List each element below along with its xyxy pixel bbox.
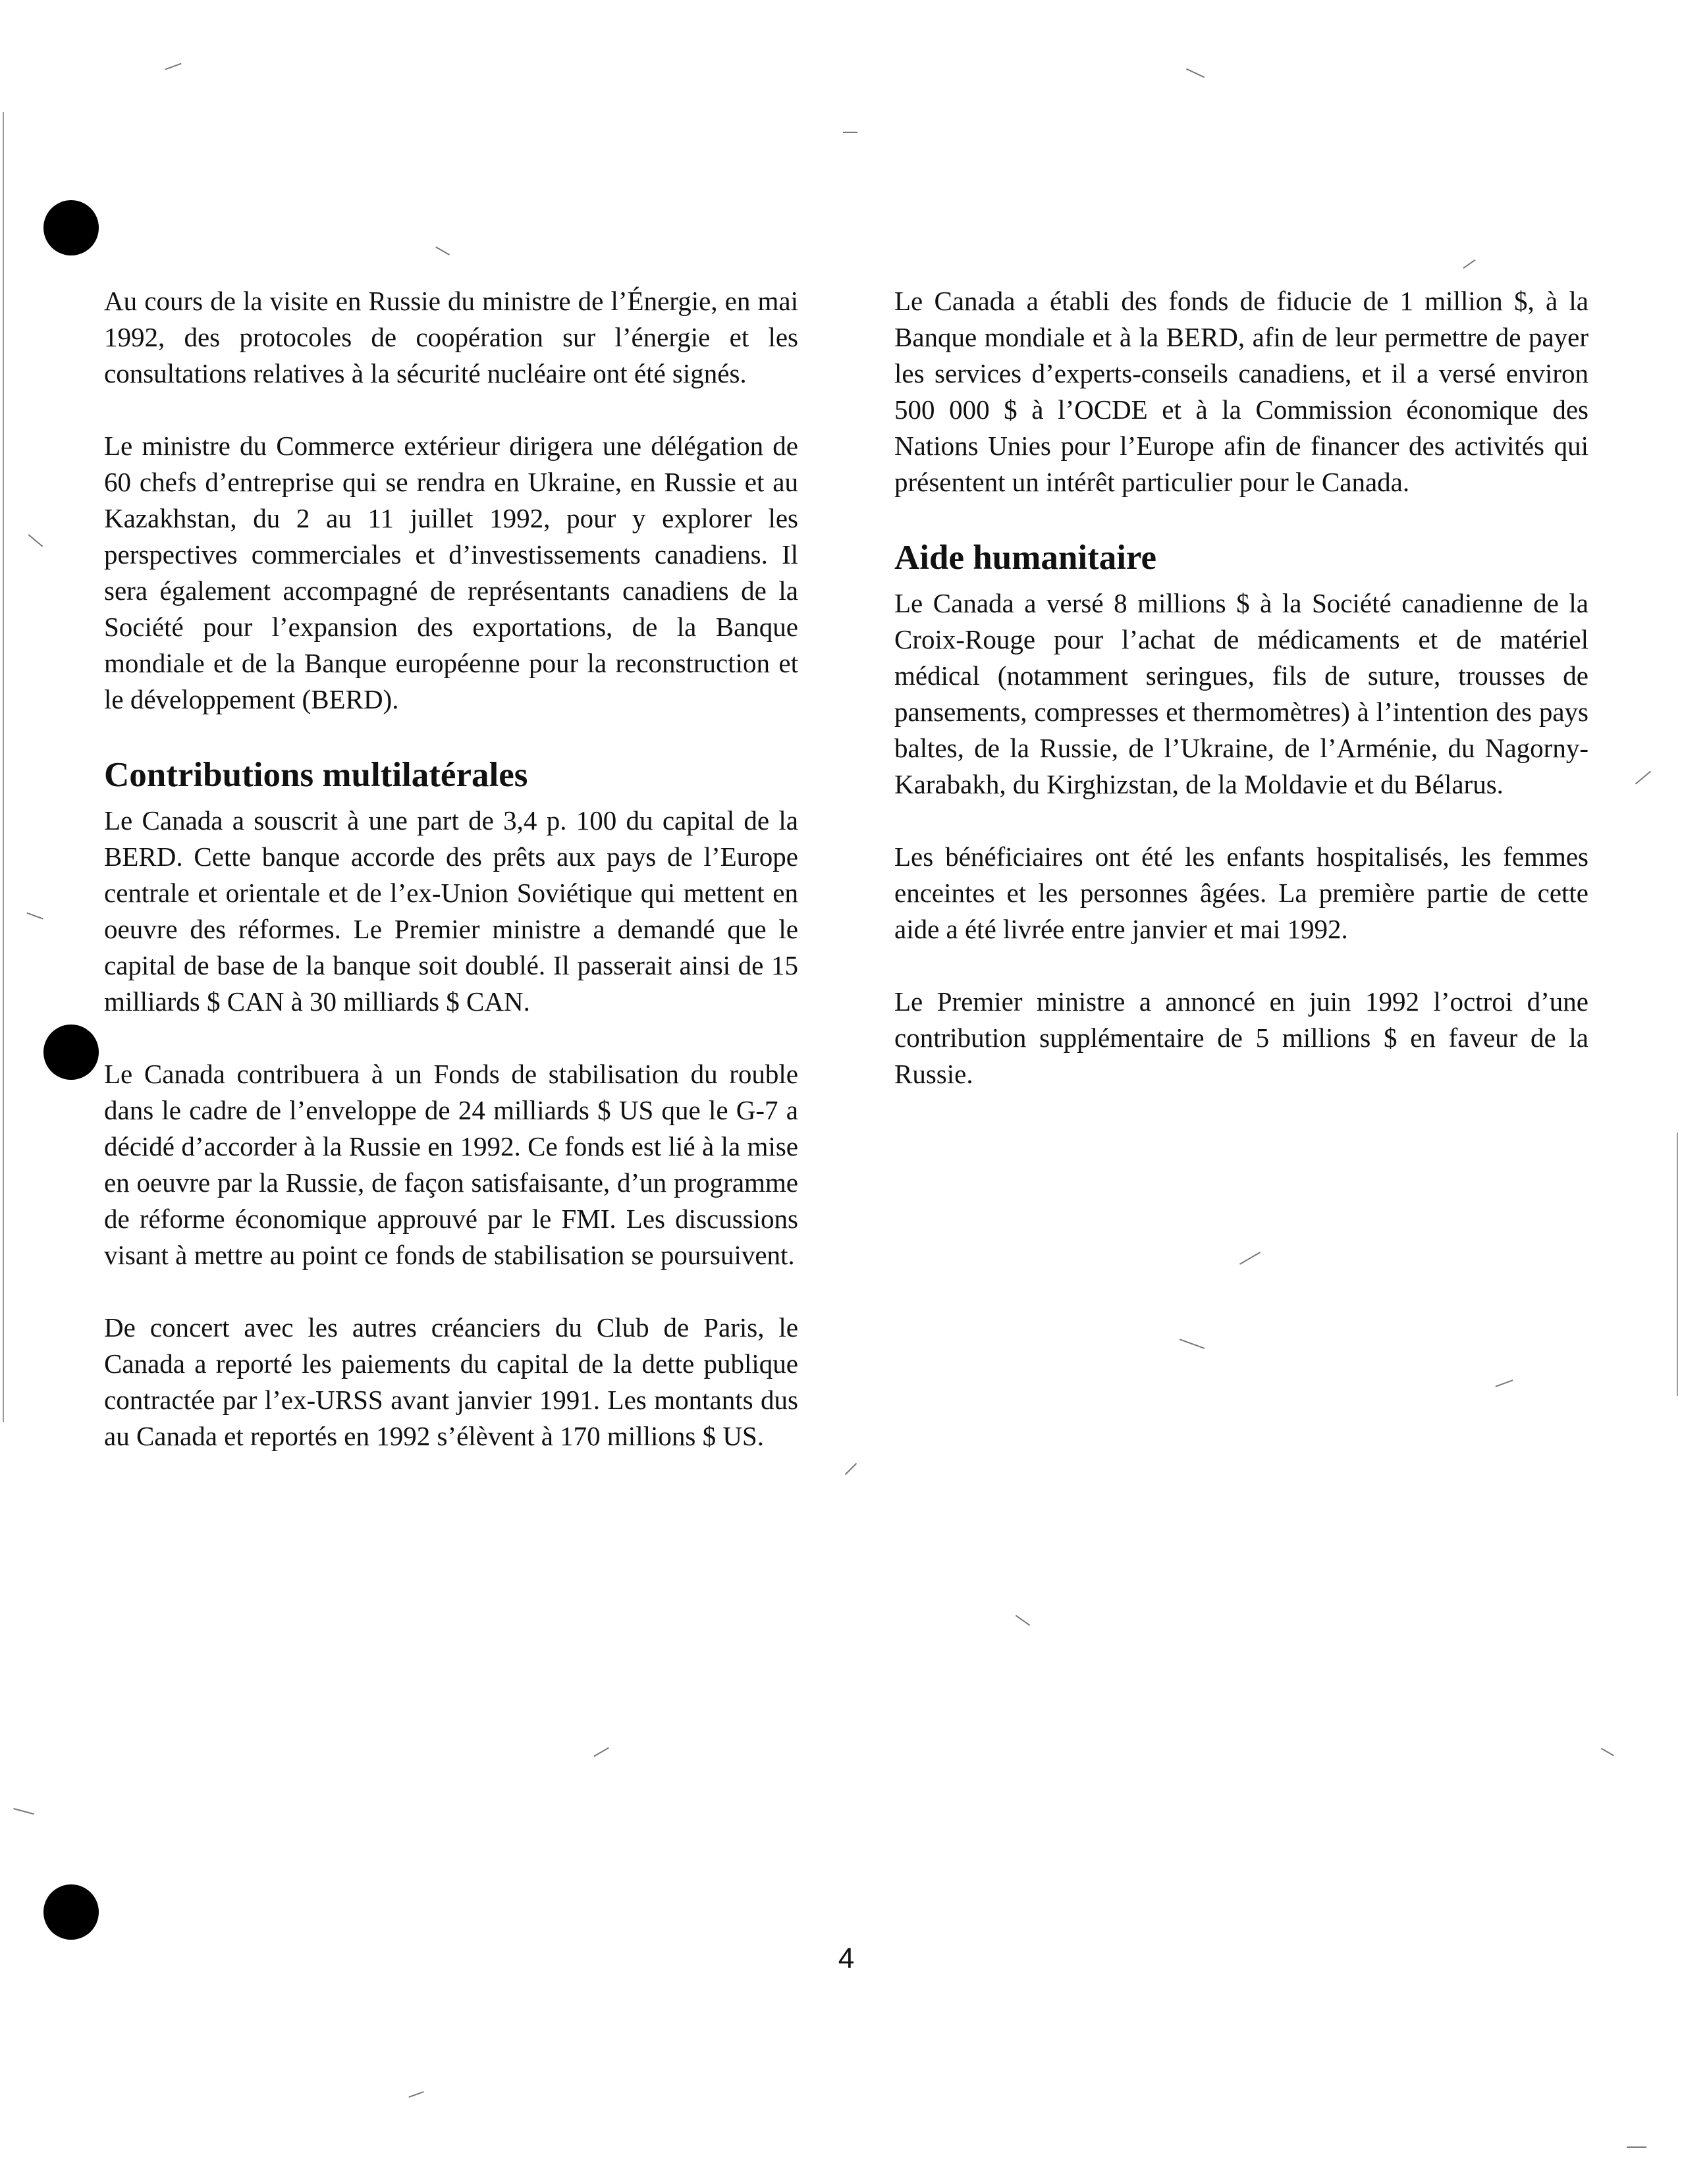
paragraph: Le Canada contribuera à un Fonds de stabilisation du rouble dans le cadre de l’enveloppe de 24 milliards $ US que le G-7 a décidé d’accorder à la Russie en 1992. Ce fonds est lié à la mise en oeuvre par la Russie, de façon satisfaisante, d’un programme de réforme économique approuvé par le FMI. Les discussions visant à mettre au point ce fonds de stabilisation se poursuivent. — [104, 1059, 798, 1270]
punch-hole — [43, 1884, 99, 1940]
left-column — [104, 283, 798, 1491]
scan-speck — [165, 63, 181, 70]
scan-speck — [28, 534, 43, 547]
scan-speck — [1627, 2146, 1646, 2148]
scan-speck — [1601, 1748, 1614, 1757]
paragraph: Le Premier ministre a annoncé en juin 1992 l’octroi d’une contribution supplémentaire de 5 millions $ en faveur de la Russie. — [894, 986, 1588, 1089]
punch-hole — [43, 1025, 99, 1080]
scan-speck — [1180, 1339, 1205, 1349]
scan-speck — [1239, 1252, 1261, 1265]
scan-speck — [1186, 68, 1205, 78]
scan-speck — [843, 132, 857, 133]
scan-speck — [26, 913, 43, 920]
scan-speck — [845, 1463, 857, 1475]
scan-speck — [593, 1747, 609, 1757]
paragraph: Le Canada a versé 8 millions $ à la Société canadienne de la Croix-Rouge pour l’achat de médicaments et de matériel médical (notamment seringues, fils de suture, trousses de pansements, compresses et thermomètres) à l’intention des pays baltes, de la Russie, de l’Ukraine, de l’Arménie, du Nagorny-Karabakh, du Kirghizstan, de la Moldavie et du Bélarus. — [894, 588, 1588, 799]
paragraph: Le ministre du Commerce extérieur dirigera une délégation de 60 chefs d’entreprise qui se rendra en Ukraine, en Russie et au Kazakhstan, du 2 au 11 juillet 1992, pour y explorer les perspectives commerciales et d’investissements canadiens. Il sera également accompagné de représentants canadiens de la Société pour l’expansion des exportations, de la Banque mondiale et de la Banque européenne pour la reconstruction et le développement (BERD). — [104, 431, 798, 714]
paragraph: Au cours de la visite en Russie du ministre de l’Énergie, en mai 1992, des protocoles de coopération sur l’énergie et les consultations relatives à la sécurité nucléaire ont été signés. — [104, 286, 798, 388]
paragraph: Le Canada a souscrit à une part de 3,4 p. 100 du capital de la BERD. Cette banque accorde des prêts aux pays de l’Europe centrale et orientale et de l’ex-Union Soviétique qui mettent en oeuvre des réformes. Le Premier ministre a demandé que le capital de base de la banque soit doublé. Il passerait ainsi de 15 milliards $ CAN à 30 milliards $ CAN. — [104, 805, 798, 1017]
section-heading: Contributions multilatérales — [104, 756, 528, 794]
right-column — [894, 283, 1588, 1129]
scan-speck — [1496, 1379, 1513, 1387]
paragraph: Les bénéficiaires ont été les enfants hospitalisés, les femmes enceintes et les personnes âgées. La première partie de cette aide a été livrée entre janvier et mai 1992. — [894, 841, 1588, 944]
section-heading: Aide humanitaire — [894, 539, 1157, 577]
paragraph: Le Canada a établi des fonds de fiducie de 1 million $, à la Banque mondiale et à la BERD, afin de leur permettre de payer les services d’experts-conseils canadiens, et il a versé environ 500 000 $ à l’OCDE et à la Commission économique des Nations Unies pour l’Europe afin de financer des activités qui présentent un intérêt particulier pour le Canada. — [894, 286, 1588, 497]
scan-edge-line — [3, 112, 4, 1422]
scan-edge-line — [1677, 1132, 1678, 1396]
page-number: 4 — [838, 1942, 855, 1975]
scan-speck — [13, 1808, 34, 1815]
scan-speck — [435, 246, 450, 255]
paragraph: De concert avec les autres créanciers du Club de Paris, le Canada a reporté les paiements du capital de la dette publique contractée par l’ex-URSS avant janvier 1991. Les montants dus au Canada et reportés en 1992 s’élèvent à 170 millions $ US. — [104, 1312, 798, 1451]
scan-speck — [1016, 1615, 1030, 1626]
scan-speck — [1635, 771, 1651, 785]
scan-speck — [408, 2091, 423, 2098]
scan-speck — [1463, 259, 1475, 269]
punch-hole — [43, 200, 99, 255]
